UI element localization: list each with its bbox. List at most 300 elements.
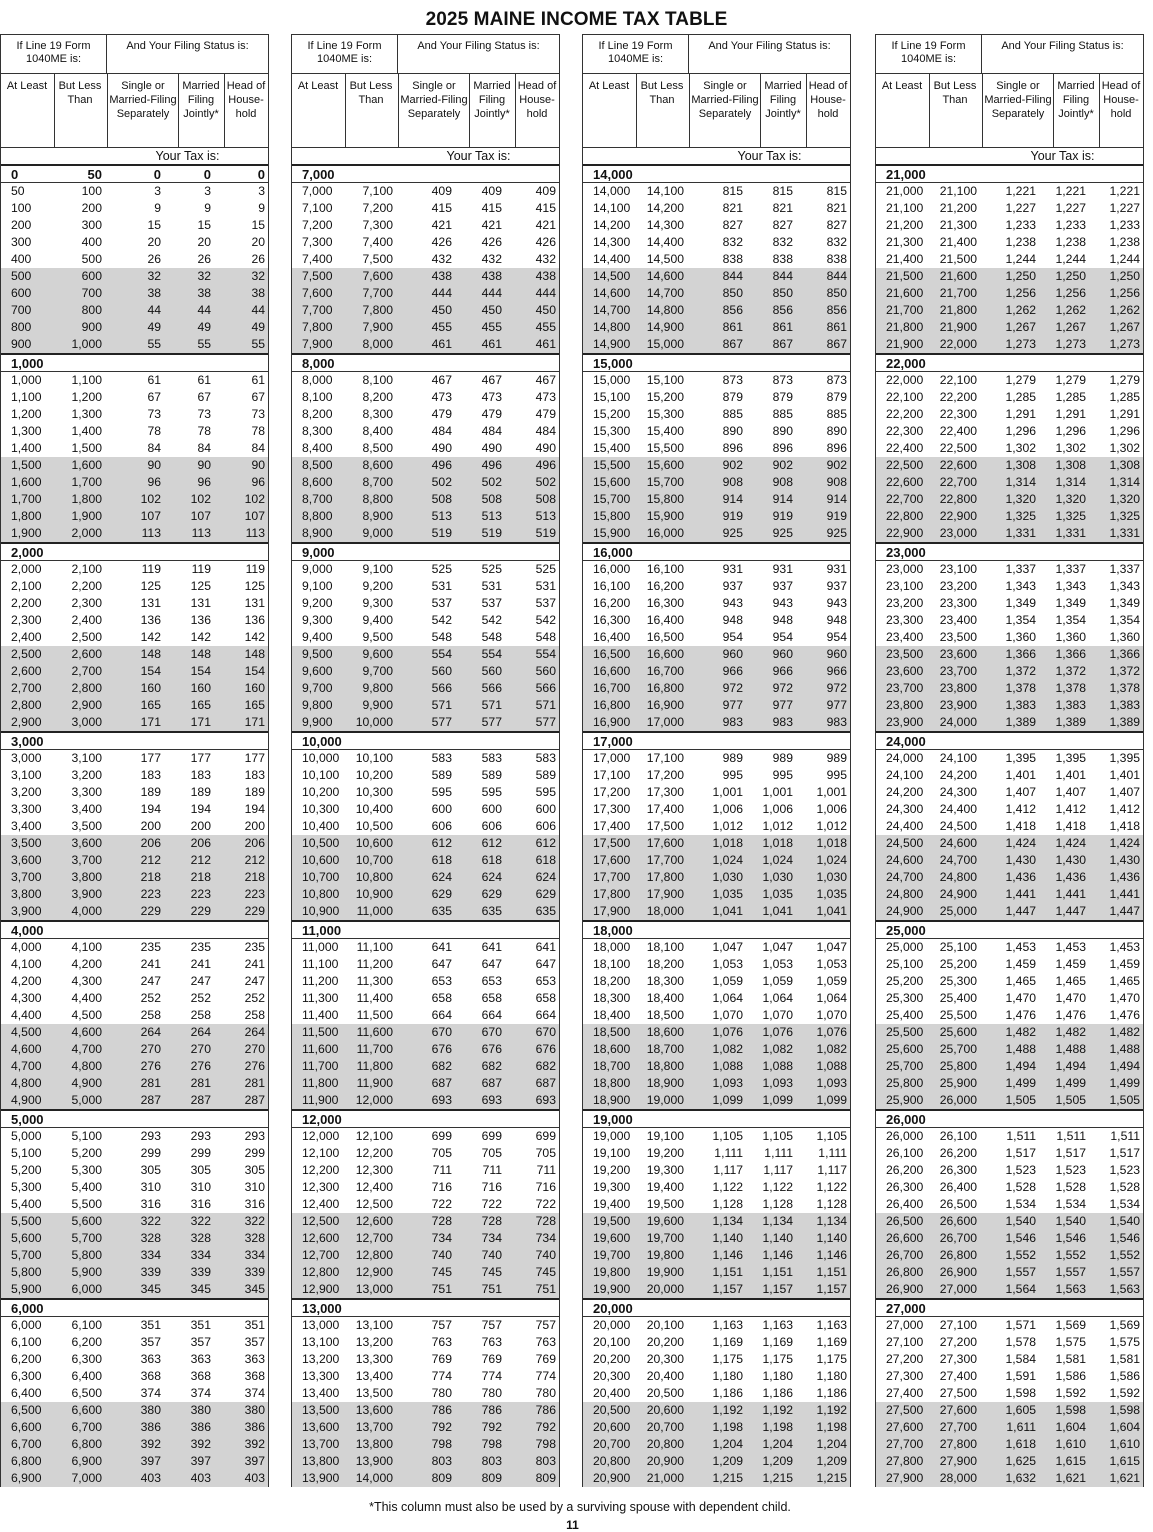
tax-married-jointly: 409 bbox=[481, 184, 502, 198]
tax-head-of-household: 235 bbox=[244, 940, 265, 954]
tax-head-of-household: 838 bbox=[826, 252, 847, 266]
table-row bbox=[583, 440, 850, 457]
tax-married-jointly: 1,499 bbox=[1055, 1076, 1086, 1090]
at-least: 300 bbox=[11, 235, 32, 249]
tax-married-jointly: 1,070 bbox=[762, 1008, 793, 1022]
but-less-than: 14,500 bbox=[646, 252, 684, 266]
table-row bbox=[876, 234, 1143, 251]
tax-married-jointly: 774 bbox=[481, 1369, 502, 1383]
table-row bbox=[876, 302, 1143, 319]
at-least: 10,500 bbox=[302, 836, 340, 850]
tax-single: 61 bbox=[147, 373, 161, 387]
table-row bbox=[583, 372, 850, 389]
tax-married-jointly: 1,006 bbox=[762, 802, 793, 816]
but-less-than-header: But Less Than bbox=[58, 80, 102, 106]
tax-single: 299 bbox=[140, 1146, 161, 1160]
tax-single: 1,151 bbox=[712, 1265, 743, 1279]
tax-single: 844 bbox=[722, 269, 743, 283]
tax-married-jointly: 218 bbox=[190, 870, 211, 884]
table-row bbox=[583, 835, 850, 852]
table-row bbox=[583, 1092, 850, 1109]
tax-married-jointly: 548 bbox=[481, 630, 502, 644]
but-less-than-header: But Less Than bbox=[349, 80, 393, 106]
tax-single: 1,117 bbox=[713, 1163, 743, 1177]
tax-married-jointly: 1,598 bbox=[1055, 1403, 1086, 1417]
at-least: 24,000 bbox=[886, 751, 924, 765]
at-least: 15,500 bbox=[593, 458, 631, 472]
tax-single: 0 bbox=[153, 167, 161, 182]
tax-single: 1,459 bbox=[1005, 957, 1036, 971]
table-row bbox=[583, 886, 850, 903]
but-less-than: 16,200 bbox=[646, 579, 684, 593]
at-least: 12,300 bbox=[302, 1180, 340, 1194]
tax-married-jointly: 26 bbox=[197, 252, 211, 266]
tax-married-jointly: 1,343 bbox=[1055, 579, 1086, 593]
but-less-than: 5,200 bbox=[71, 1146, 102, 1160]
tax-head-of-household: 38 bbox=[251, 286, 265, 300]
tax-single: 67 bbox=[147, 390, 161, 404]
tax-married-jointly: 61 bbox=[197, 373, 211, 387]
but-less-than: 5,800 bbox=[71, 1248, 102, 1262]
tax-head-of-household: 1,001 bbox=[816, 785, 847, 799]
table-row bbox=[1, 903, 268, 920]
tax-single: 1,591 bbox=[1005, 1369, 1036, 1383]
but-less-than: 17,000 bbox=[646, 715, 684, 729]
but-less-than: 1,600 bbox=[71, 458, 102, 472]
at-least: 0 bbox=[11, 167, 19, 182]
tax-single: 548 bbox=[431, 630, 452, 644]
table-row bbox=[1, 956, 268, 973]
tax-married-jointly: 1,401 bbox=[1055, 768, 1086, 782]
but-less-than: 18,600 bbox=[646, 1025, 684, 1039]
tax-single: 1,018 bbox=[712, 836, 743, 850]
but-less-than: 18,300 bbox=[646, 974, 684, 988]
tax-head-of-household: 1,117 bbox=[817, 1163, 847, 1177]
at-least: 26,900 bbox=[886, 1282, 924, 1296]
but-less-than: 5,700 bbox=[71, 1231, 102, 1245]
but-less-than: 20,200 bbox=[646, 1335, 684, 1349]
at-least: 5,900 bbox=[11, 1282, 42, 1296]
table-row bbox=[1, 818, 268, 835]
tax-head-of-household: 1,192 bbox=[816, 1403, 847, 1417]
at-least: 7,600 bbox=[302, 286, 333, 300]
tax-single: 1,605 bbox=[1005, 1403, 1036, 1417]
at-least: 6,200 bbox=[11, 1352, 42, 1366]
table-row bbox=[583, 1402, 850, 1419]
at-least: 13,300 bbox=[302, 1369, 340, 1383]
at-least: 3,400 bbox=[11, 819, 42, 833]
tax-head-of-household: 421 bbox=[535, 218, 556, 232]
but-less-than: 14,400 bbox=[646, 235, 684, 249]
tax-married-jointly: 421 bbox=[481, 218, 502, 232]
tax-single: 1,163 bbox=[712, 1318, 743, 1332]
at-least: 9,200 bbox=[302, 596, 333, 610]
page-title: 2025 MAINE INCOME TAX TABLE bbox=[425, 9, 728, 30]
tax-married-jointly: 386 bbox=[190, 1420, 211, 1434]
at-least: 27,000 bbox=[886, 1318, 924, 1332]
but-less-than: 1,300 bbox=[71, 407, 102, 421]
at-least: 6,000 bbox=[11, 1318, 42, 1332]
tax-head-of-household: 1,012 bbox=[816, 819, 847, 833]
tax-head-of-household: 635 bbox=[535, 904, 556, 918]
at-least: 15,400 bbox=[593, 441, 631, 455]
tax-single: 513 bbox=[431, 509, 452, 523]
tax-married-jointly: 1,128 bbox=[762, 1197, 793, 1211]
table-row bbox=[292, 1162, 559, 1179]
at-least: 21,000 bbox=[886, 184, 924, 198]
at-least: 14,600 bbox=[593, 286, 631, 300]
head-of-household-header: Head of House-hold bbox=[226, 80, 266, 120]
but-less-than: 22,600 bbox=[939, 458, 977, 472]
tax-single: 1,349 bbox=[1005, 596, 1036, 610]
block-heading: 15,000 bbox=[583, 353, 850, 372]
table-row bbox=[1, 234, 268, 251]
but-less-than: 4,300 bbox=[71, 974, 102, 988]
tax-head-of-household: 763 bbox=[535, 1335, 556, 1349]
tax-head-of-household: 212 bbox=[244, 853, 265, 867]
tax-single: 397 bbox=[140, 1454, 161, 1468]
but-less-than: 25,400 bbox=[939, 991, 977, 1005]
but-less-than: 25,200 bbox=[939, 957, 977, 971]
tax-married-jointly: 1,088 bbox=[762, 1059, 793, 1073]
but-less-than: 22,000 bbox=[939, 337, 977, 351]
table-row bbox=[583, 525, 850, 542]
table-row bbox=[876, 990, 1143, 1007]
at-least-header: At Least bbox=[588, 80, 630, 92]
tax-head-of-household: 902 bbox=[826, 458, 847, 472]
but-less-than: 13,000 bbox=[355, 1282, 393, 1296]
but-less-than: 1,700 bbox=[71, 475, 102, 489]
tax-head-of-household: 461 bbox=[535, 337, 556, 351]
at-least: 14,200 bbox=[593, 218, 631, 232]
at-least: 9,800 bbox=[302, 698, 333, 712]
table-row bbox=[876, 372, 1143, 389]
tax-married-jointly: 1,412 bbox=[1055, 802, 1086, 816]
tax-single: 745 bbox=[431, 1265, 452, 1279]
at-least: 21,800 bbox=[886, 320, 924, 334]
tax-single: 606 bbox=[431, 819, 452, 833]
tax-married-jointly: 374 bbox=[190, 1386, 211, 1400]
but-less-than: 3,500 bbox=[71, 819, 102, 833]
tax-single: 316 bbox=[140, 1197, 161, 1211]
tax-single: 194 bbox=[140, 802, 161, 816]
at-least: 2,900 bbox=[11, 715, 42, 729]
but-less-than: 11,100 bbox=[356, 940, 393, 954]
tax-head-of-household: 716 bbox=[535, 1180, 556, 1194]
at-least: 4,600 bbox=[11, 1042, 42, 1056]
table-row bbox=[1, 1007, 268, 1024]
table-row bbox=[583, 1162, 850, 1179]
but-less-than: 3,900 bbox=[71, 887, 102, 901]
but-less-than: 23,300 bbox=[939, 596, 977, 610]
tax-head-of-household: 1,064 bbox=[816, 991, 847, 1005]
but-less-than: 9,200 bbox=[362, 579, 393, 593]
but-less-than: 3,600 bbox=[71, 836, 102, 850]
tax-head-of-household: 1,494 bbox=[1109, 1059, 1140, 1073]
at-least: 18,200 bbox=[593, 974, 631, 988]
at-least: 11,200 bbox=[302, 974, 339, 988]
tax-single: 212 bbox=[140, 853, 161, 867]
tax-married-jointly: 792 bbox=[481, 1420, 502, 1434]
tax-single: 531 bbox=[431, 579, 452, 593]
table-row bbox=[292, 1041, 559, 1058]
tax-single: 1,632 bbox=[1005, 1471, 1036, 1485]
table-row bbox=[1, 1162, 268, 1179]
tax-head-of-household: 1,586 bbox=[1109, 1369, 1140, 1383]
income-block bbox=[291, 920, 560, 1109]
but-less-than: 12,500 bbox=[355, 1197, 393, 1211]
tax-married-jointly: 148 bbox=[190, 647, 211, 661]
tax-head-of-household: 218 bbox=[244, 870, 265, 884]
tax-head-of-household: 502 bbox=[535, 475, 556, 489]
but-less-than: 12,100 bbox=[355, 1129, 393, 1143]
tax-married-jointly: 560 bbox=[481, 664, 502, 678]
table-row bbox=[292, 217, 559, 234]
tax-married-jointly: 1,099 bbox=[762, 1093, 793, 1107]
tax-married-jointly: 1,146 bbox=[762, 1248, 793, 1262]
table-row bbox=[1, 1058, 268, 1075]
tax-head-of-household: 740 bbox=[535, 1248, 556, 1262]
tax-head-of-household: 844 bbox=[826, 269, 847, 283]
at-least: 11,300 bbox=[302, 991, 339, 1005]
tax-single: 49 bbox=[147, 320, 161, 334]
but-less-than: 4,000 bbox=[71, 904, 102, 918]
tax-married-jointly: 1,186 bbox=[762, 1386, 793, 1400]
tax-single: 1,540 bbox=[1005, 1214, 1036, 1228]
table-row bbox=[876, 319, 1143, 336]
at-least: 400 bbox=[11, 252, 32, 266]
but-less-than: 22,900 bbox=[939, 509, 977, 523]
but-less-than: 8,800 bbox=[362, 492, 393, 506]
at-least: 5,100 bbox=[11, 1146, 42, 1160]
tax-single: 281 bbox=[140, 1076, 161, 1090]
but-less-than: 6,000 bbox=[71, 1282, 102, 1296]
tax-married-jointly: 902 bbox=[772, 458, 793, 472]
tax-married-jointly: 223 bbox=[190, 887, 211, 901]
tax-head-of-household: 55 bbox=[251, 337, 265, 351]
table-row bbox=[292, 973, 559, 990]
tax-head-of-household: 160 bbox=[244, 681, 265, 695]
but-less-than: 14,700 bbox=[646, 286, 684, 300]
but-less-than: 24,200 bbox=[939, 768, 977, 782]
tax-single: 252 bbox=[140, 991, 161, 1005]
but-less-than: 13,600 bbox=[355, 1403, 393, 1417]
at-least-header: At Least bbox=[297, 80, 339, 92]
but-less-than: 15,200 bbox=[646, 390, 684, 404]
but-less-than: 4,400 bbox=[71, 991, 102, 1005]
at-least-header: At Least bbox=[6, 80, 48, 92]
tax-married-jointly: 803 bbox=[481, 1454, 502, 1468]
block-heading: 22,000 bbox=[876, 353, 1143, 372]
but-less-than: 12,000 bbox=[355, 1093, 393, 1107]
table-row bbox=[1, 801, 268, 818]
but-less-than: 21,000 bbox=[646, 1471, 684, 1485]
at-least: 26,300 bbox=[886, 1180, 924, 1194]
tax-single: 1,366 bbox=[1005, 647, 1036, 661]
but-less-than: 200 bbox=[81, 201, 102, 215]
but-less-than: 8,900 bbox=[362, 509, 393, 523]
table-row bbox=[583, 319, 850, 336]
at-least: 14,400 bbox=[593, 252, 631, 266]
tax-married-jointly: 1,047 bbox=[762, 940, 793, 954]
but-less-than: 8,500 bbox=[362, 441, 393, 455]
tax-married-jointly: 78 bbox=[197, 424, 211, 438]
table-row bbox=[292, 903, 559, 920]
table-row bbox=[876, 1128, 1143, 1145]
at-least: 23,900 bbox=[886, 715, 924, 729]
but-less-than: 21,300 bbox=[939, 218, 977, 232]
tax-single: 415 bbox=[431, 201, 452, 215]
at-least: 12,800 bbox=[302, 1265, 340, 1279]
but-less-than: 19,500 bbox=[646, 1197, 684, 1211]
but-less-than: 10,200 bbox=[355, 768, 393, 782]
tax-married-jointly: 612 bbox=[481, 836, 502, 850]
block-heading: 14,000 bbox=[583, 164, 850, 183]
at-least: 27,900 bbox=[886, 1471, 924, 1485]
block-heading: 10,000 bbox=[292, 731, 559, 750]
tax-head-of-household: 397 bbox=[244, 1454, 265, 1468]
tax-married-jointly: 1,470 bbox=[1055, 991, 1086, 1005]
tax-head-of-household: 676 bbox=[535, 1042, 556, 1056]
tax-head-of-household: 154 bbox=[244, 664, 265, 678]
at-least: 19,600 bbox=[593, 1231, 631, 1245]
tax-head-of-household: 612 bbox=[535, 836, 556, 850]
block-heading: 17,000 bbox=[583, 731, 850, 750]
but-less-than: 13,800 bbox=[355, 1437, 393, 1451]
tax-head-of-household: 682 bbox=[535, 1059, 556, 1073]
but-less-than: 12,400 bbox=[355, 1180, 393, 1194]
at-least: 8,000 bbox=[302, 373, 333, 387]
table-row bbox=[583, 1128, 850, 1145]
at-least: 800 bbox=[11, 320, 32, 334]
tax-head-of-household: 1,204 bbox=[816, 1437, 847, 1451]
tax-head-of-household: 1,186 bbox=[816, 1386, 847, 1400]
tax-married-jointly: 1,244 bbox=[1055, 252, 1086, 266]
table-row bbox=[583, 285, 850, 302]
tax-head-of-household: 1,360 bbox=[1109, 630, 1140, 644]
table-row bbox=[292, 1128, 559, 1145]
tax-married-jointly: 542 bbox=[481, 613, 502, 627]
tax-married-jointly: 972 bbox=[772, 681, 793, 695]
tax-head-of-household: 931 bbox=[826, 562, 847, 576]
income-block bbox=[291, 353, 560, 542]
tax-married-jointly: 513 bbox=[481, 509, 502, 523]
header-divider bbox=[583, 73, 850, 74]
tax-single: 832 bbox=[722, 235, 743, 249]
tax-single: 293 bbox=[140, 1129, 161, 1143]
at-least: 24,300 bbox=[886, 802, 924, 816]
but-less-than: 11,300 bbox=[356, 974, 393, 988]
tax-married-jointly: 1,169 bbox=[762, 1335, 793, 1349]
but-less-than: 8,600 bbox=[362, 458, 393, 472]
tax-head-of-household: 832 bbox=[826, 235, 847, 249]
but-less-than: 24,800 bbox=[939, 870, 977, 884]
at-least: 21,100 bbox=[886, 201, 924, 215]
but-less-than: 18,000 bbox=[646, 904, 684, 918]
table-row bbox=[292, 1196, 559, 1213]
tax-single: 241 bbox=[140, 957, 161, 971]
table-row bbox=[876, 1162, 1143, 1179]
tax-married-jointly: 484 bbox=[481, 424, 502, 438]
tax-head-of-household: 977 bbox=[826, 698, 847, 712]
table-row bbox=[583, 750, 850, 767]
tax-single: 403 bbox=[140, 1471, 161, 1485]
tax-married-jointly: 1,424 bbox=[1055, 836, 1086, 850]
tax-head-of-household: 351 bbox=[244, 1318, 265, 1332]
tax-head-of-household: 896 bbox=[826, 441, 847, 455]
at-least: 8,300 bbox=[302, 424, 333, 438]
table-row bbox=[876, 903, 1143, 920]
table-row bbox=[292, 389, 559, 406]
tax-single: 113 bbox=[141, 526, 161, 540]
but-less-than: 21,900 bbox=[939, 320, 977, 334]
tax-married-jointly: 467 bbox=[481, 373, 502, 387]
at-least: 24,200 bbox=[886, 785, 924, 799]
table-row bbox=[1, 525, 268, 542]
tax-head-of-household: 206 bbox=[244, 836, 265, 850]
but-less-than: 7,000 bbox=[71, 1471, 102, 1485]
table-row bbox=[876, 389, 1143, 406]
tax-single: 1,256 bbox=[1005, 286, 1036, 300]
at-least: 27,200 bbox=[886, 1352, 924, 1366]
at-least: 18,600 bbox=[593, 1042, 631, 1056]
table-row bbox=[876, 680, 1143, 697]
income-block bbox=[875, 1109, 1144, 1298]
table-row bbox=[876, 1351, 1143, 1368]
tax-married-jointly: 937 bbox=[772, 579, 793, 593]
tax-single: 1,047 bbox=[712, 940, 743, 954]
table-panel bbox=[875, 34, 1144, 1487]
but-less-than: 6,800 bbox=[71, 1437, 102, 1451]
at-least: 19,800 bbox=[593, 1265, 631, 1279]
single-header: Single or Married-Filing Separately bbox=[984, 80, 1052, 120]
but-less-than: 2,400 bbox=[71, 613, 102, 627]
table-row bbox=[1, 268, 268, 285]
tax-single: 125 bbox=[140, 579, 161, 593]
table-header bbox=[875, 34, 1144, 164]
but-less-than: 3,000 bbox=[71, 715, 102, 729]
tax-single: 473 bbox=[431, 390, 452, 404]
tax-single: 972 bbox=[722, 681, 743, 695]
tax-head-of-household: 1,465 bbox=[1109, 974, 1140, 988]
tax-head-of-household: 670 bbox=[535, 1025, 556, 1039]
at-least: 8,100 bbox=[302, 390, 333, 404]
table-row bbox=[292, 1058, 559, 1075]
at-least: 2,800 bbox=[11, 698, 42, 712]
table-row bbox=[292, 835, 559, 852]
table-row bbox=[1, 217, 268, 234]
table-row bbox=[583, 595, 850, 612]
tax-head-of-household: 1,505 bbox=[1109, 1093, 1140, 1107]
tax-married-jointly: 1,360 bbox=[1055, 630, 1086, 644]
tax-single: 519 bbox=[431, 526, 452, 540]
tax-head-of-household: 1,430 bbox=[1109, 853, 1140, 867]
at-least: 6,900 bbox=[11, 1471, 42, 1485]
tax-head-of-household: 542 bbox=[535, 613, 556, 627]
at-least: 19,700 bbox=[593, 1248, 631, 1262]
at-least: 22,700 bbox=[886, 492, 924, 506]
tax-single: 629 bbox=[431, 887, 452, 901]
but-less-than: 14,600 bbox=[646, 269, 684, 283]
tax-single: 1,296 bbox=[1005, 424, 1036, 438]
table-row bbox=[876, 1436, 1143, 1453]
but-less-than: 7,700 bbox=[362, 286, 393, 300]
tax-head-of-household: 305 bbox=[244, 1163, 265, 1177]
tax-single: 1,578 bbox=[1005, 1335, 1036, 1349]
tax-married-jointly: 1,430 bbox=[1055, 853, 1086, 867]
tax-married-jointly: 125 bbox=[190, 579, 211, 593]
tax-head-of-household: 107 bbox=[244, 509, 265, 523]
